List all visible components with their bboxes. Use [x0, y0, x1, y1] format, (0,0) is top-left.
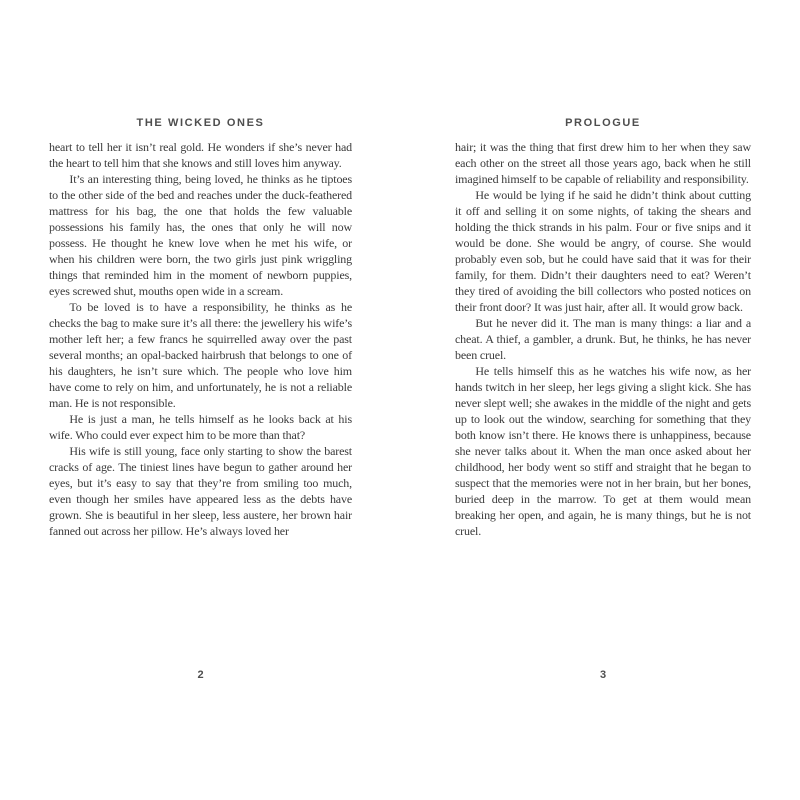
page-number-right: 3 — [599, 669, 607, 681]
book-page-left — [49, 0, 352, 800]
book-paragraph: hair; it was the thing that first drew him to her when they saw each other on the street all those years ago, back when he still imagined himself to be capable of reliability and responsibility. — [455, 140, 751, 186]
book-paragraph: To be loved is to have a responsibility, he thinks as he checks the bag to make sure it’s all there: the jewellery his wife’s mother left her; a few francs he squirrelled away over the past several months; an opal-backed hairbrush that belongs to one of his daughters, he isn’t sure which. The people who love him have come to rely on him, and unfortunately, he is not a reliable man. He is not responsible. — [49, 300, 352, 410]
book-paragraph: It’s an interesting thing, being loved, he thinks as he tiptoes to the other side of the bed and reaches under the duck-feathered mattress for his bag, the one that holds the few valuable possessions his family has, the ones that only he will now possess. He thought he knew love when he met his wife, or when his children were born, the two girls just pink wriggling things that reminded him in the moment of newborn puppies, eyes screwed shut, mouths open wide in a scream. — [49, 172, 352, 298]
page-body-left — [49, 139, 352, 539]
book-paragraph: He would be lying if he said he didn’t think about cutting it off and selling it on some nights, of taking the shears and holding the thick strands in his palm. Four or five snips and it would be done. She would be angry, of course. She would probably even sob, but he could have said that it was for their family, for them. Didn’t their daughters need to eat? Weren’t they tired of avoiding the bill collectors who posted notices on their front door? It was just hair, after all. It would grow back. — [455, 188, 751, 314]
book-paragraph: But he never did it. The man is many things: a liar and a cheat. A thief, a gambler, a drunk. But, he thinks, he has never been cruel. — [455, 316, 751, 362]
book-page-right — [455, 0, 751, 800]
page-number-left: 2 — [197, 669, 204, 681]
running-head-left: THE WICKED ONES — [136, 117, 265, 129]
page-body-right — [455, 139, 751, 539]
book-paragraph: heart to tell her it isn’t real gold. He wonders if she’s never had the heart to tell him that she knows and still loves him anyway. — [49, 140, 352, 170]
book-paragraph: He tells himself this as he watches his wife now, as her hands twitch in her sleep, her legs giving a slight kick. She has never slept well; she awakes in the middle of the night and gets up to look out the window, searching for something that they both know isn’t there. He knows there is unhappiness, because she never talks about it. When the man once asked about her childhood, her body went so stiff and straight that he began to suspect that the memories were not in her brain, but her bones, buried deep in the marrow. To get at them would mean breaking her open, and again, he is many things, but he is not cruel. — [455, 364, 751, 538]
book-paragraph: His wife is still young, face only starting to show the barest cracks of age. The tiniest lines have begun to gather around her eyes, but it’s easy to say that they’re from smiling too much, even though her smiles have appeared less as the debts have grown. She is beautiful in her sleep, less austere, her brown hair fanned out across her pillow. He’s always loved her — [49, 444, 352, 538]
running-head-right: PROLOGUE — [565, 117, 641, 129]
book-paragraph: He is just a man, he tells himself as he looks back at his wife. Who could ever expect him to be more than that? — [49, 412, 352, 442]
